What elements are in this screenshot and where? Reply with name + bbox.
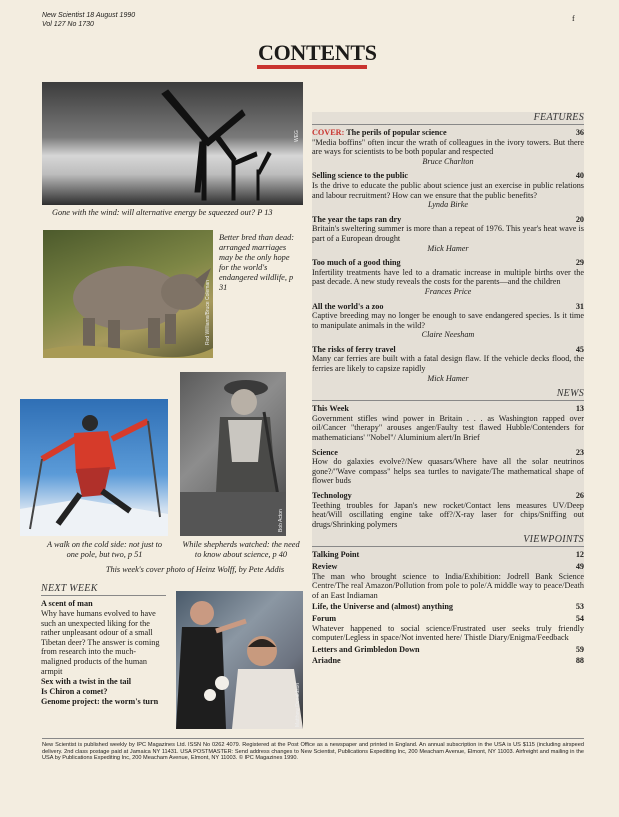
news-title: Science — [312, 447, 338, 457]
footer-rule — [42, 738, 584, 739]
feature-entry[interactable] — [312, 215, 584, 253]
viewpoint-entry[interactable] — [312, 602, 584, 612]
shepherd-credit: Bob Acton — [278, 509, 284, 532]
viewpoint-page: 49 — [575, 561, 584, 571]
feature-author: Mick Hamer — [427, 243, 469, 253]
feature-page: 36 — [575, 128, 584, 137]
feature-title: The perils of popular science — [346, 128, 447, 137]
news-title: Technology — [312, 491, 352, 500]
viewpoint-page: 53 — [575, 602, 584, 612]
feature-author: Bruce Charlton — [422, 156, 474, 166]
next-week-title: Genome project: the worm's turn — [41, 697, 159, 707]
viewpoint-entry[interactable] — [312, 562, 584, 600]
feature-author: Frances Price — [424, 286, 472, 296]
news-heading: NEWS — [312, 388, 584, 401]
feature-entry[interactable] — [312, 171, 584, 209]
viewpoint-title: Forum — [312, 613, 337, 623]
viewpoint-entry[interactable] — [312, 550, 584, 560]
scientist-figures — [176, 591, 303, 729]
news-page: 13 — [575, 404, 584, 414]
news-entry[interactable] — [312, 404, 584, 442]
viewpoint-title: Ariadne — [312, 656, 341, 666]
viewpoint-entry[interactable] — [312, 645, 584, 655]
viewpoint-title: Life, the Universe and (almost) anything — [312, 602, 454, 612]
feature-summary: "Media boffins" often incur the wrath of colleagues in the ivory towers. But there are ways for scientists to be both popular and respected — [312, 137, 584, 157]
viewpoints-heading: VIEWPOINTS — [312, 534, 584, 547]
feature-summary: Many car ferries are built with a fatal design flaw. If the vehicle decks flood, the ferries are likely to capsize rapidly — [312, 354, 584, 374]
feature-page: 40 — [575, 171, 584, 181]
feature-entry[interactable] — [312, 345, 584, 383]
feature-summary: Captive breeding may no longer be enough to save endangered species. Is it time to manipulate animals in the wild? — [312, 311, 584, 330]
feature-title: Too much of a good thing — [312, 258, 401, 268]
feature-author: Lynda Birke — [427, 200, 468, 210]
title-underline — [257, 65, 367, 69]
issue-volume: Vol 127 No 1730 — [42, 20, 94, 28]
viewpoint-entry[interactable] — [312, 614, 584, 643]
feature-summary: Britain's sweltering summer is more than a repeat of 1976. This year's heat wave is part of a European drought — [312, 224, 584, 243]
page-mark: f — [572, 14, 575, 23]
viewpoint-entry[interactable] — [312, 656, 584, 666]
feature-page: 20 — [575, 214, 584, 224]
viewpoint-page: 88 — [575, 656, 584, 666]
climber-caption: A walk on the cold side: not just to one pole, but two, p 51 — [46, 540, 163, 559]
page-title: CONTENTS — [258, 40, 377, 65]
cover-tag: COVER: — [312, 128, 345, 137]
windmills-caption: Gone with the wind: will alternative energy be squeezed out? P 13 — [52, 208, 273, 217]
next-week-item[interactable] — [41, 599, 166, 676]
windmill-silhouettes — [42, 82, 303, 205]
shepherd-photo — [180, 372, 286, 536]
feature-title: The risks of ferry travel — [312, 344, 396, 354]
issue-date: New Scientist 18 August 1990 — [42, 12, 136, 19]
feature-summary: Is the drive to educate the public about science just an exercise in public relations and labour recruitment? How can we ensure that the public benefits? — [312, 180, 584, 200]
feature-summary: Infertility treatments have led to a dramatic increase in multiple births over the past decade. A new study reveals the costs for the parents—and the children — [312, 267, 584, 287]
viewpoint-summary: Whatever happened to social science/Frustrated user seeks truly friendly computer/Legless in space/Not invented here/ Thistle Diary/Enigma/Feedback — [312, 623, 584, 643]
feature-entry[interactable] — [312, 128, 584, 166]
windmills-credit: WEG — [294, 130, 300, 142]
news-entry[interactable] — [312, 448, 584, 486]
feature-author: Mick Hamer — [427, 373, 469, 383]
next-week-item[interactable] — [41, 697, 166, 707]
next-week-item[interactable] — [41, 687, 166, 697]
windmills-photo — [42, 82, 303, 205]
rhino-credit: Rod Williams/Bruce Coleman — [205, 279, 211, 345]
viewpoint-title: Letters and Grimbledon Down — [312, 644, 420, 654]
feature-title: The year the taps ran dry — [312, 214, 402, 224]
feature-page: 31 — [575, 301, 584, 311]
climber-figure — [20, 399, 168, 536]
feature-author: Claire Neesham — [421, 330, 475, 340]
feature-entry[interactable] — [312, 302, 584, 340]
news-page: 26 — [575, 491, 584, 500]
news-title: This Week — [312, 404, 349, 414]
contents-right-column — [312, 112, 584, 668]
cover-scientist-photo — [176, 591, 303, 729]
viewpoint-page: 12 — [575, 550, 584, 560]
issue-info — [42, 12, 135, 29]
rhino-caption: Better bred than dead: arranged marriages may be the only hope for the world's endangered wildlife, p 31 — [219, 233, 295, 292]
publication-footer: New Scientist is published weekly by IPC Magazines Ltd. ISSN No 0262 4079. Registered at the Post Office as a newspaper and printed in England. An annual subscription in the USA is US $115 (including airspeed delivery. 2nd class postage paid at Jamaica NY 11431. USA POSTMASTER: Send address changes to New Scientist, Publications Expediting Inc, 200 Meacham Avenue, Elmont, NY 11003. Airfreight and mailing in the USA by Publications Expediting Inc, 200 Meacham Avenue, Elmont, NY 11003. © IPC Magazines 1990. — [42, 742, 584, 762]
feature-entry[interactable] — [312, 258, 584, 296]
news-summary: How do galaxies evolve?/New quasars/Where have all the solar neutrinos gone?/"Wave compass" helps sea turtles to navigate/The mathematical shape of flower buds — [312, 457, 584, 486]
news-summary: Teething troubles for Japan's new rocket/Contact lens measures UV/Deep heat/Will oscillating engine take off?/X-ray laser for chips/Sniffing out drugs/Shrinking polymers — [312, 500, 584, 529]
rhino-photo — [43, 230, 213, 358]
next-week-title: Is Chiron a comet? — [41, 687, 108, 697]
feature-title: All the world's a zoo — [312, 301, 384, 311]
shepherd-caption: While shepherds watched: the need to know about science, p 40 — [182, 540, 300, 559]
next-week-title: A scent of man — [41, 599, 93, 608]
features-heading: FEATURES — [312, 112, 584, 125]
cover-photo-credit: This week's cover photo of Heinz Wolff, by Pete Addis — [105, 565, 285, 574]
next-week-heading: NEXT WEEK — [41, 583, 166, 596]
feature-title: Selling science to the public — [312, 171, 408, 181]
feature-page: 29 — [575, 258, 584, 268]
feature-page: 45 — [575, 344, 584, 354]
viewpoint-title: Review — [312, 561, 338, 571]
next-week-summary: Why have humans evolved to have such an unexpected liking for the rather unpleasant odour of a small Tibetan deer? The answer is coming from research into the much-maligned products of the human armpit — [41, 609, 160, 676]
viewpoint-page: 54 — [575, 613, 584, 623]
news-page: 23 — [575, 447, 584, 457]
rhino-silhouette — [43, 230, 213, 358]
climber-photo — [20, 399, 168, 536]
next-week-section — [41, 583, 166, 707]
viewpoint-summary: The man who brought science to India/Exhibition: Jodrell Bank Science Centre/The real Amazon/Pollution from pole to pole/A middle way to peace/Death of an East Indiaman — [312, 571, 584, 600]
viewpoint-page: 59 — [575, 644, 584, 654]
next-week-item[interactable] — [41, 677, 166, 687]
news-summary: Government stifles wind power in Britain . . . as Washington rapped over oil/Cancer "therapy" arouses anger/Faulty test flawed Hubble/Contenders for mathematicians' "Nobel"/ Aluminium alert/In Brief — [312, 413, 584, 443]
next-week-title: Sex with a twist in the tail — [41, 677, 132, 687]
news-entry[interactable] — [312, 491, 584, 529]
viewpoint-title: Talking Point — [312, 550, 360, 560]
cover-scientist-credit: Matthew Donaldson — [295, 682, 301, 727]
shepherd-figure — [180, 372, 286, 536]
